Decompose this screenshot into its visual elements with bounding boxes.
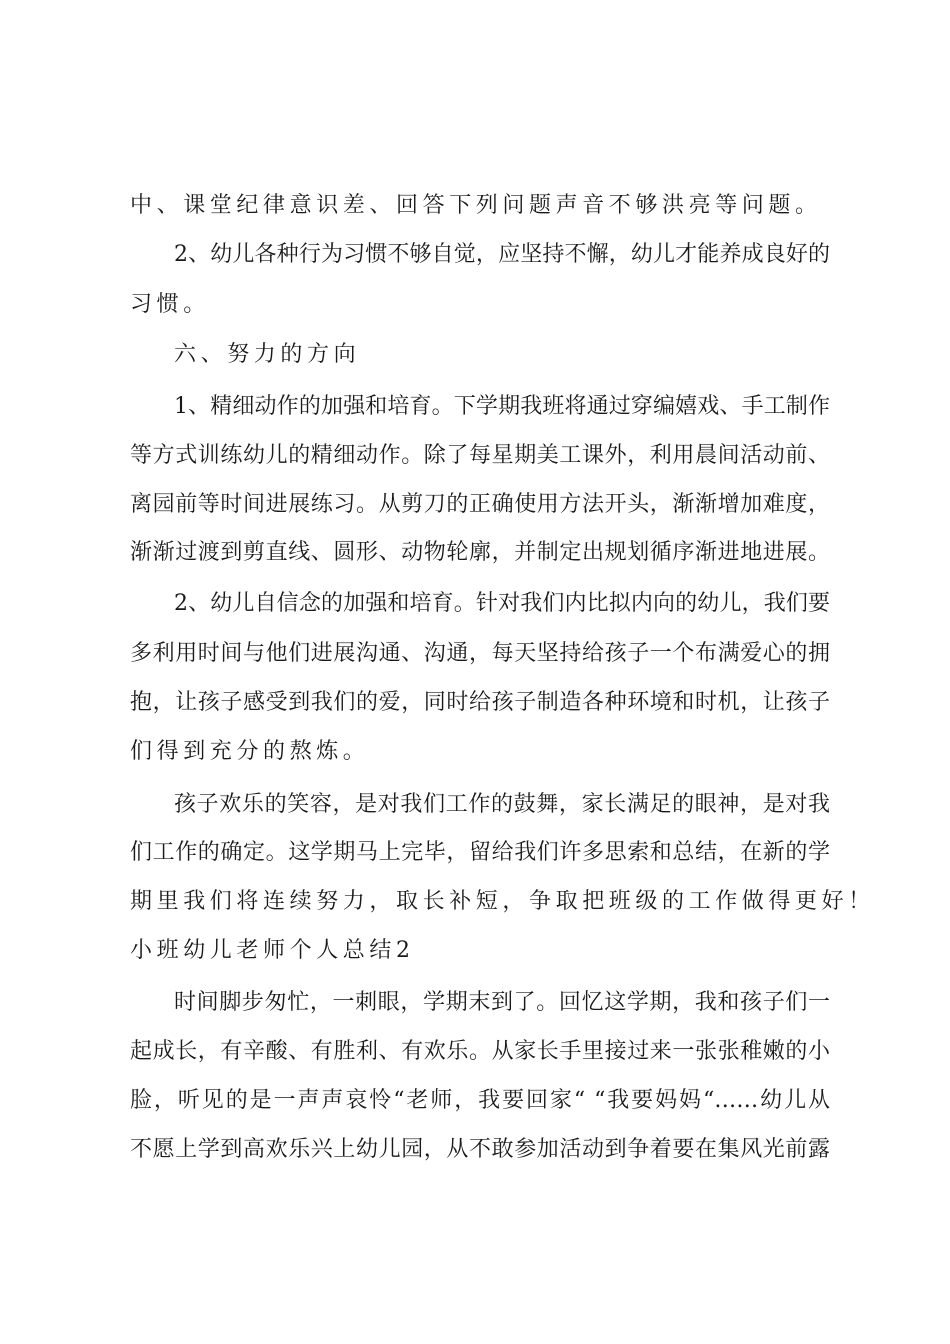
text-line: 等方式训练幼儿的精细动作。除了每星期美工课外，利用晨间活动前、 — [130, 443, 830, 468]
text-line: 脸，听见的是一声声哀怜“老师，我要回家“ “我要妈妈“……幼儿从 — [130, 1088, 830, 1113]
text-line: 中、课堂纪律意识差、回答下列问题声音不够洪亮等问题。 — [130, 193, 822, 218]
text-line: 们工作的确定。这学期马上完毕，留给我们许多思索和总结，在新的学 — [130, 840, 830, 865]
text-line: 起成长，有辛酸、有胜利、有欢乐。从家长手里接过来一张张稚嫩的小 — [130, 1039, 830, 1064]
text-line: 2、幼儿各种行为习惯不够自觉，应坚持不懈，幼儿才能养成良好的 — [174, 242, 830, 267]
text-line: 不愿上学到高欢乐兴上幼儿园，从不敢参加活动到争着要在集风光前露 — [130, 1137, 830, 1162]
section-heading: 六、努力的方向 — [174, 342, 361, 367]
text-line: 渐渐过渡到剪直线、圆形、动物轮廓，并制定出规划循序渐进地进展。 — [130, 540, 830, 565]
text-line: 多利用时间与他们进展沟通、沟通，每天坚持给孩子一个布满爱心的拥 — [130, 641, 830, 666]
document-title: 小班幼儿老师个人总结2 — [130, 938, 415, 963]
text-line: 孩子欢乐的笑容，是对我们工作的鼓舞，家长满足的眼神，是对我 — [174, 792, 830, 817]
text-line: 期里我们将连续努力，取长补短，争取把班级的工作做得更好！ — [130, 889, 875, 914]
text-line: 们得到充分的熬炼。 — [130, 739, 370, 764]
text-line: 离园前等时间进展练习。从剪刀的正确使用方法开头，渐渐增加难度， — [130, 492, 830, 517]
text-line: 时间脚步匆忙，一刺眼，学期末到了。回忆这学期，我和孩子们一 — [174, 990, 830, 1015]
text-line: 2、幼儿自信念的加强和培育。针对我们内比拟内向的幼儿，我们要 — [174, 591, 830, 616]
text-line: 1、精细动作的加强和培育。下学期我班将通过穿编嬉戏、手工制作 — [174, 394, 830, 419]
text-line: 习惯。 — [130, 292, 210, 317]
text-line: 抱，让孩子感受到我们的爱，同时给孩子制造各种环境和时机，让孩子 — [130, 690, 830, 715]
